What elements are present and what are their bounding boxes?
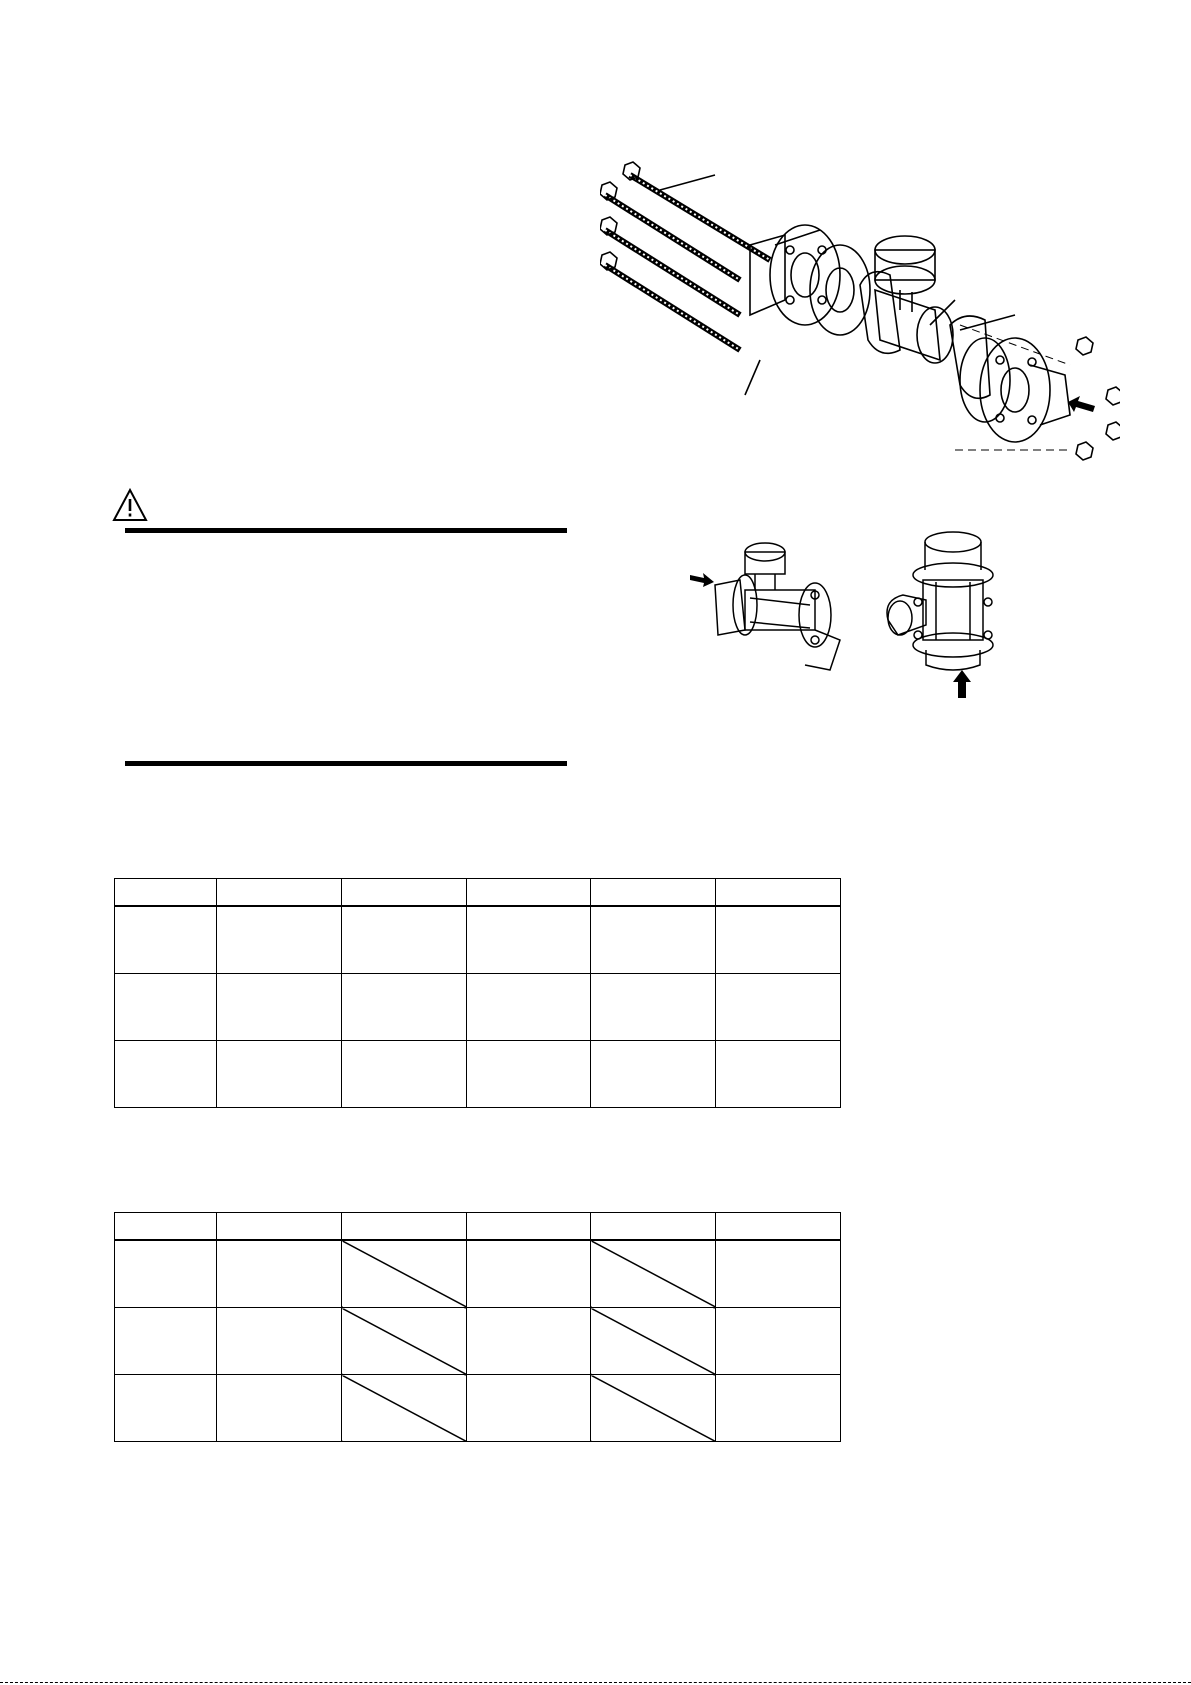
table-cell [342, 1041, 467, 1108]
table-cell [716, 1041, 841, 1108]
table-cell [217, 906, 342, 974]
table-cell [115, 906, 217, 974]
warning-top-rule [125, 528, 567, 533]
table-1 [114, 878, 841, 1108]
header-cell [115, 879, 217, 907]
table-row [115, 1240, 841, 1308]
not-applicable-cell [591, 1308, 716, 1375]
not-applicable-cell [342, 1375, 467, 1442]
header-cell [115, 1213, 217, 1241]
table-cell [716, 906, 841, 974]
not-applicable-cell [591, 1375, 716, 1442]
flow-up-arrow [953, 670, 971, 698]
table-cell [467, 1375, 591, 1442]
table-cell [115, 974, 217, 1041]
table-cell [115, 1375, 217, 1442]
flow-in-arrow [690, 573, 714, 587]
table-row [115, 1375, 841, 1442]
table-row [115, 906, 841, 974]
table-cell [716, 974, 841, 1041]
header-cell [217, 1213, 342, 1241]
header-cell [591, 1213, 716, 1241]
warning-triangle-icon [112, 488, 148, 522]
flow-direction-arrow [1068, 396, 1095, 412]
table-cell [217, 1041, 342, 1108]
not-applicable-cell [342, 1308, 467, 1375]
table-header-row [115, 1213, 841, 1241]
exploded-assembly-figure [600, 150, 1120, 510]
header-cell [342, 1213, 467, 1241]
table-header-row [115, 879, 841, 907]
header-cell [467, 879, 591, 907]
header-cell [716, 879, 841, 907]
table-cell [467, 906, 591, 974]
table-cell [115, 1308, 217, 1375]
table-cell [467, 974, 591, 1041]
header-cell [716, 1213, 841, 1241]
table-cell [591, 974, 716, 1041]
table-cell [342, 974, 467, 1041]
table-cell [217, 1240, 342, 1308]
stud-bolts [605, 175, 770, 350]
page-bottom-edge [0, 1682, 1191, 1683]
table-cell [342, 906, 467, 974]
table-cell [467, 1041, 591, 1108]
table-cell [591, 1041, 716, 1108]
vertical-installation-figure [878, 530, 1018, 700]
table-row [115, 1041, 841, 1108]
table-cell [115, 1240, 217, 1308]
table-2 [114, 1212, 841, 1442]
table-cell [217, 1308, 342, 1375]
table-cell [716, 1308, 841, 1375]
header-cell [217, 879, 342, 907]
table-row [115, 974, 841, 1041]
table-cell [716, 1240, 841, 1308]
warning-bottom-rule [125, 761, 567, 766]
table-cell [217, 1375, 342, 1442]
horizontal-installation-figure [690, 540, 850, 680]
table-cell [716, 1375, 841, 1442]
table-cell [467, 1308, 591, 1375]
header-cell [591, 879, 716, 907]
header-cell [467, 1213, 591, 1241]
table-cell [217, 974, 342, 1041]
table-row [115, 1308, 841, 1375]
not-applicable-cell [591, 1240, 716, 1308]
table-cell [115, 1041, 217, 1108]
not-applicable-cell [342, 1240, 467, 1308]
table-cell [591, 906, 716, 974]
header-cell [342, 879, 467, 907]
table-cell [467, 1240, 591, 1308]
